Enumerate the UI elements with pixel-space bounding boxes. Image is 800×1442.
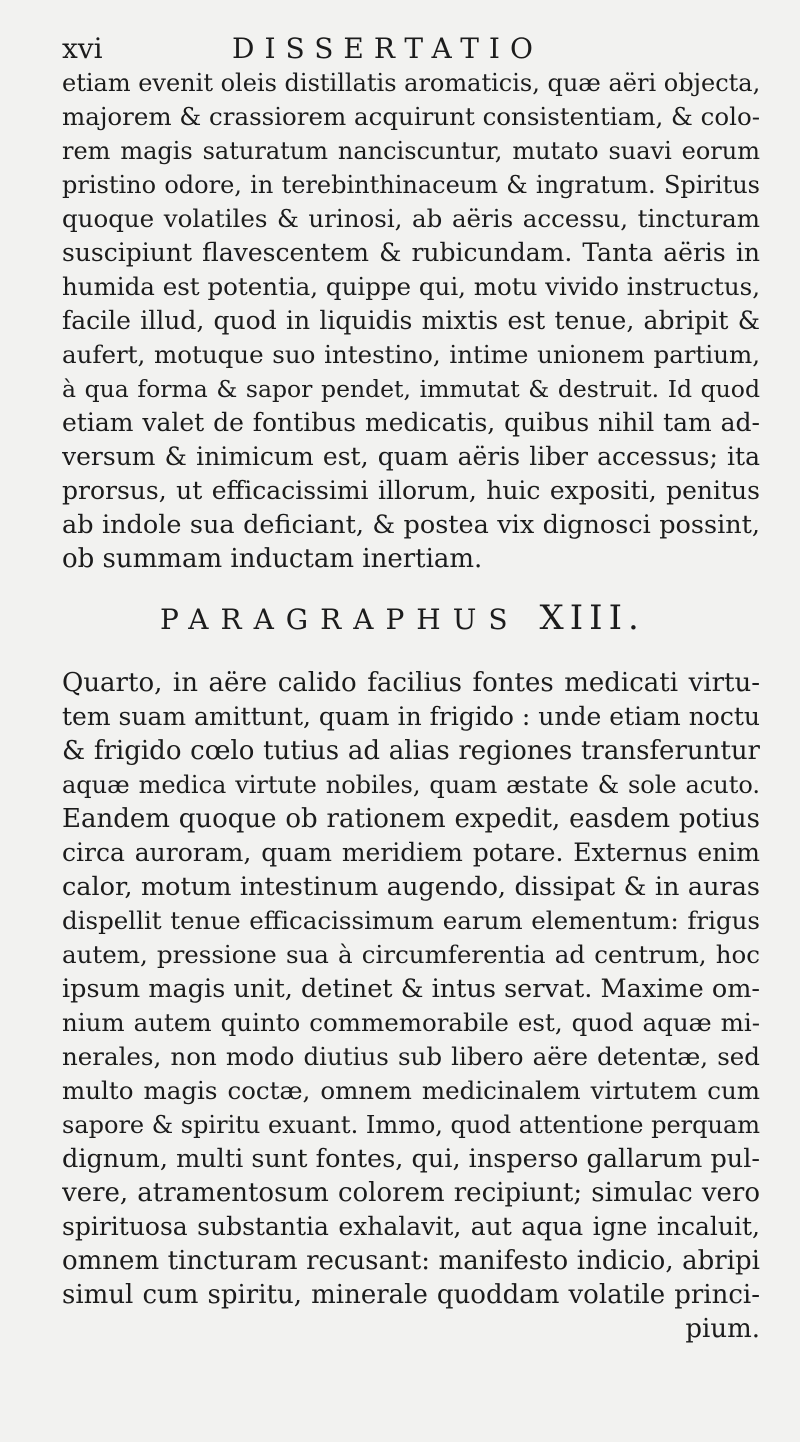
text-line: etiam evenit oleis distillatis aromaticis, quæ aëri objecta, — [62, 69, 760, 97]
section-heading — [160, 596, 720, 640]
text-line: Quarto, in aëre calido facilius fontes medicati virtu- — [62, 668, 760, 698]
text-line: nerales, non modo diutius sub libero aëre detentæ, sed — [62, 1042, 760, 1071]
text-line: tem suam amittunt, quam in frigido : unde etiam noctu — [62, 702, 760, 731]
text-line: ob summam inductam inertiam. — [62, 544, 483, 574]
text-line: pristino odore, in terebinthinaceum & ingratum. Spiritus — [62, 171, 760, 199]
text-line: ipsum magis unit, detinet & intus servat. Maxime om- — [62, 974, 760, 1004]
text-line: aquæ medica virtute nobiles, quam æstate & sole acuto. — [62, 771, 760, 799]
text-line: spirituosa substantia exhalavit, aut aqua igne incaluit, — [62, 1212, 760, 1241]
running-head — [62, 30, 760, 68]
text-line: facile illud, quod in liquidis mixtis est tenue, abripit & — [62, 306, 760, 335]
text-line: autem, pressione sua à circumferentia ad centrum, hoc — [62, 940, 760, 969]
text-line: multo magis coctæ, omnem medicinalem virtutem cum — [62, 1076, 760, 1105]
text-line: vere, atramentosum colorem recipiunt; simulac vero — [62, 1178, 760, 1208]
text-line: rem magis saturatum nanciscuntur, mutato suavi eorum — [62, 137, 760, 165]
text-line: calor, motum intestinum augendo, dissipat & in auras — [62, 872, 760, 902]
catchword: pium. — [685, 1314, 760, 1344]
text-line: aufert, motuque suo intestino, intime unionem partium, — [62, 340, 760, 369]
text-line: à qua forma & sapor pendet, immutat & destruit. Id quod — [62, 375, 760, 403]
text-line: Eandem quoque ob rationem expedit, easdem potius — [62, 804, 760, 834]
text-line: simul cum spiritu, minerale quoddam volatile princi- — [62, 1280, 760, 1310]
section-heading-word: PARAGRAPHUS — [160, 603, 520, 636]
text-line: & frigido cœlo tutius ad alias regiones transferuntur — [62, 736, 760, 766]
running-title: DISSERTATIO — [232, 32, 543, 65]
text-line: dignum, multi sunt fontes, qui, insperso gallarum pul- — [62, 1144, 760, 1174]
paragraph-1 — [62, 66, 760, 576]
text-line: quoque volatiles & urinosi, ab aëris accessu, tincturam — [62, 204, 760, 233]
text-line: suscipiunt flavescentem & rubicundam. Tanta aëris in — [62, 238, 760, 267]
text-line: prorsus, ut efficacissimi illorum, huic expositi, penitus — [62, 476, 760, 505]
text-line: circa auroram, quam meridiem potare. Externus enim — [62, 838, 760, 867]
text-line: humida est potentia, quippe qui, motu vivido instructus, — [62, 272, 760, 301]
text-line: versum & inimicum est, quam aëris liber accessus; ita — [62, 442, 760, 471]
text-line: nium autem quinto commemorabile est, quod aquæ mi- — [62, 1008, 760, 1037]
section-heading-number: XIII. — [539, 598, 645, 638]
text-line: majorem & crassiorem acquirunt consistentiam, & colo- — [62, 102, 760, 131]
text-line: dispellit tenue efficacissimum earum elementum: frigus — [62, 906, 760, 935]
text-line: omnem tincturam recusant: manifesto indicio, abripi — [62, 1246, 760, 1276]
page-number: xvi — [62, 32, 103, 65]
paragraph-2 — [62, 666, 760, 1346]
text-line: etiam valet de fontibus medicatis, quibus nihil tam ad- — [62, 408, 760, 437]
text-line: sapore & spiritu exuant. Immo, quod attentione perquam — [62, 1111, 760, 1139]
text-line: ab indole sua deficiant, & postea vix dignosci possint, — [62, 510, 760, 540]
